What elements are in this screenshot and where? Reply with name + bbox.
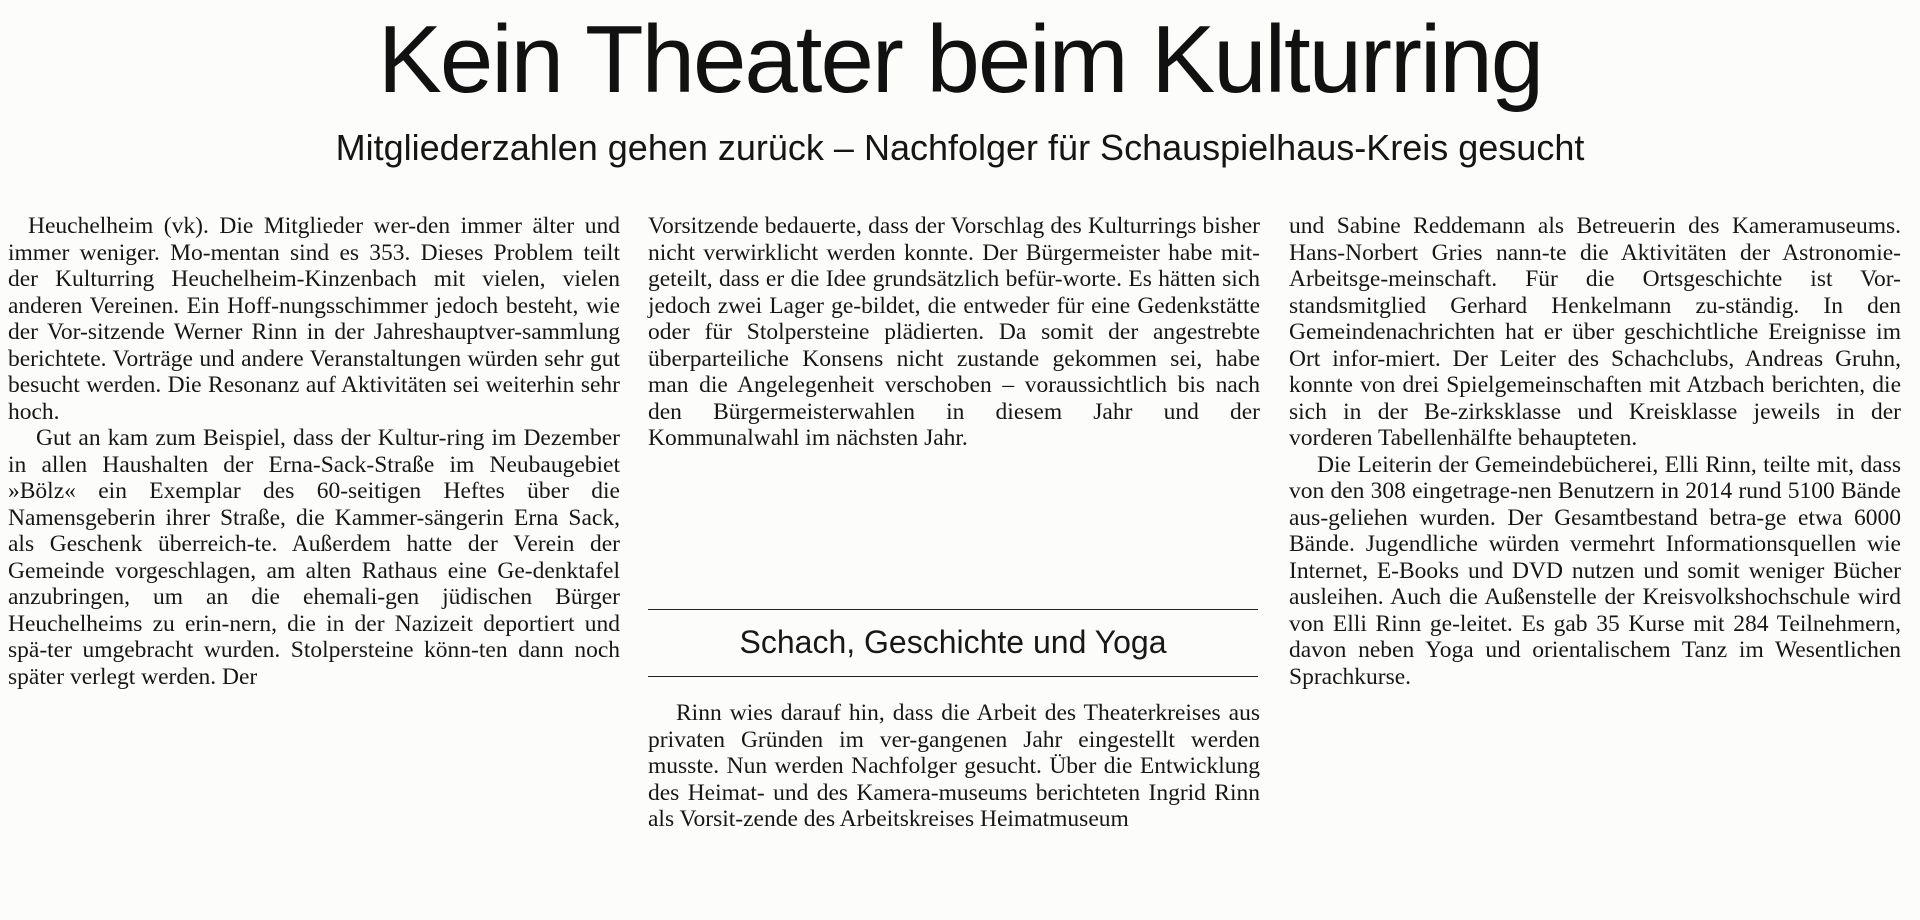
paragraph: Rinn wies darauf hin, dass die Arbeit des Theaterkreises aus privaten Gründen im ver-gangenen Jahr eingestellt werden musste. Nun werden Nachfolger gesucht. Über die Entwicklung des Heimat- und des Kamera-museums berichteten Ingrid Rinn als Vorsit-zende des Arbeitskreises Heimatmuseum (648, 700, 1260, 832)
paragraph: Heuchelheim (vk). Die Mitglieder wer-den immer älter und immer weniger. Mo-mentan sind es 353. Dieses Problem teilt der Kulturring Heuchelheim-Kinzenbach mit vielen, vielen anderen Vereinen. Ein Hoff-nungsschimmer jedoch besteht, wie der Vor-sitzende Werner Rinn in der Jahreshauptver-sammlung berichtete. Vorträge und andere Veranstaltungen würden sehr gut besucht werden. Die Resonanz auf Aktivitäten sei weiterhin sehr hoch. (8, 213, 620, 425)
section-subhead: Schach, Geschichte und Yoga (739, 624, 1167, 660)
article-column-3 (1289, 213, 1901, 690)
article-column-2 (648, 213, 1260, 452)
paragraph: Gut an kam zum Beispiel, dass der Kultur-ring im Dezember in allen Haushalten der Erna-Sack-Straße im Neubaugebiet »Bölz« ein Exemplar des 60-seitigen Heftes über die Namensgeberin ihrer Straße, die Kammer-sängerin Erna Sack, als Geschenk überreich-te. Außerdem hatte der Verein der Gemeinde vorgeschlagen, am alten Rathaus eine Ge-denktafel anzubringen, um an die ehemali-gen jüdischen Bürger Heuchelheims zu erin-nern, die in der Nazizeit deportiert und spä-ter umgebracht wurden. Stolpersteine könn-ten dann noch später verlegt werden. Der (8, 425, 620, 690)
paragraph: Vorsitzende bedauerte, dass der Vorschlag des Kulturrings bisher nicht verwirklicht werden konnte. Der Bürgermeister habe mit-geteilt, dass er die Idee grundsätzlich befür-worte. Es hätten sich jedoch zwei Lager ge-bildet, die entweder für eine Gedenkstätte oder für Stolpersteine plädierten. Da somit der angestrebte überparteiliche Konsens nicht zustande gekommen sei, habe man die Angelegenheit verschoben – voraussichtlich bis nach den Bürgermeisterwahlen in diesem Jahr und der Kommunalwahl im nächsten Jahr. (648, 213, 1260, 451)
headline: Kein Theater beim Kulturring (377, 6, 1543, 113)
paragraph: Die Leiterin der Gemeindebücherei, Elli Rinn, teilte mit, dass von den 308 eingetrage-nen Benutzern in 2014 rund 5100 Bände aus-geliehen wurden. Der Gesamtbestand betra-ge etwa 6000 Bände. Jugendliche würden vermehrt Informationsquellen wie Internet, E-Books und DVD nutzen und somit weniger Bücher ausleihen. Auch die Außenstelle der Kreisvolkshochschule wird von Elli Rinn ge-leitet. Es gab 35 Kurse mit 284 Teilnehmern, davon neben Yoga und orientalischem Tanz im Wesentlichen Sprachkurse. (1289, 451, 1901, 690)
subhead-rule-top (648, 609, 1258, 610)
subhead-rule-bottom (648, 676, 1258, 677)
article-column-2-continued (648, 700, 1260, 833)
paragraph: und Sabine Reddemann als Betreuerin des Kameramuseums. Hans-Norbert Gries nann-te die Aktivitäten der Astronomie-Arbeitsge-meinschaft. Für die Ortsgeschichte ist Vor-standsmitglied Gerhard Henkelmann zu-ständig. In den Gemeindenachrichten hat er über geschichtliche Ereignisse im Ort infor-miert. Der Leiter des Schachclubs, Andreas Gruhn, konnte von drei Spielgemeinschaften mit Atzbach berichten, die sich in der Be-zirksklasse und Kreisklasse jeweils in der vorderen Tabellenhälfte behaupteten. (1289, 213, 1901, 451)
article-column-1 (0, 213, 620, 690)
subheadline: Mitgliederzahlen gehen zurück – Nachfolger für Schauspielhaus-Kreis gesucht (335, 127, 1585, 168)
